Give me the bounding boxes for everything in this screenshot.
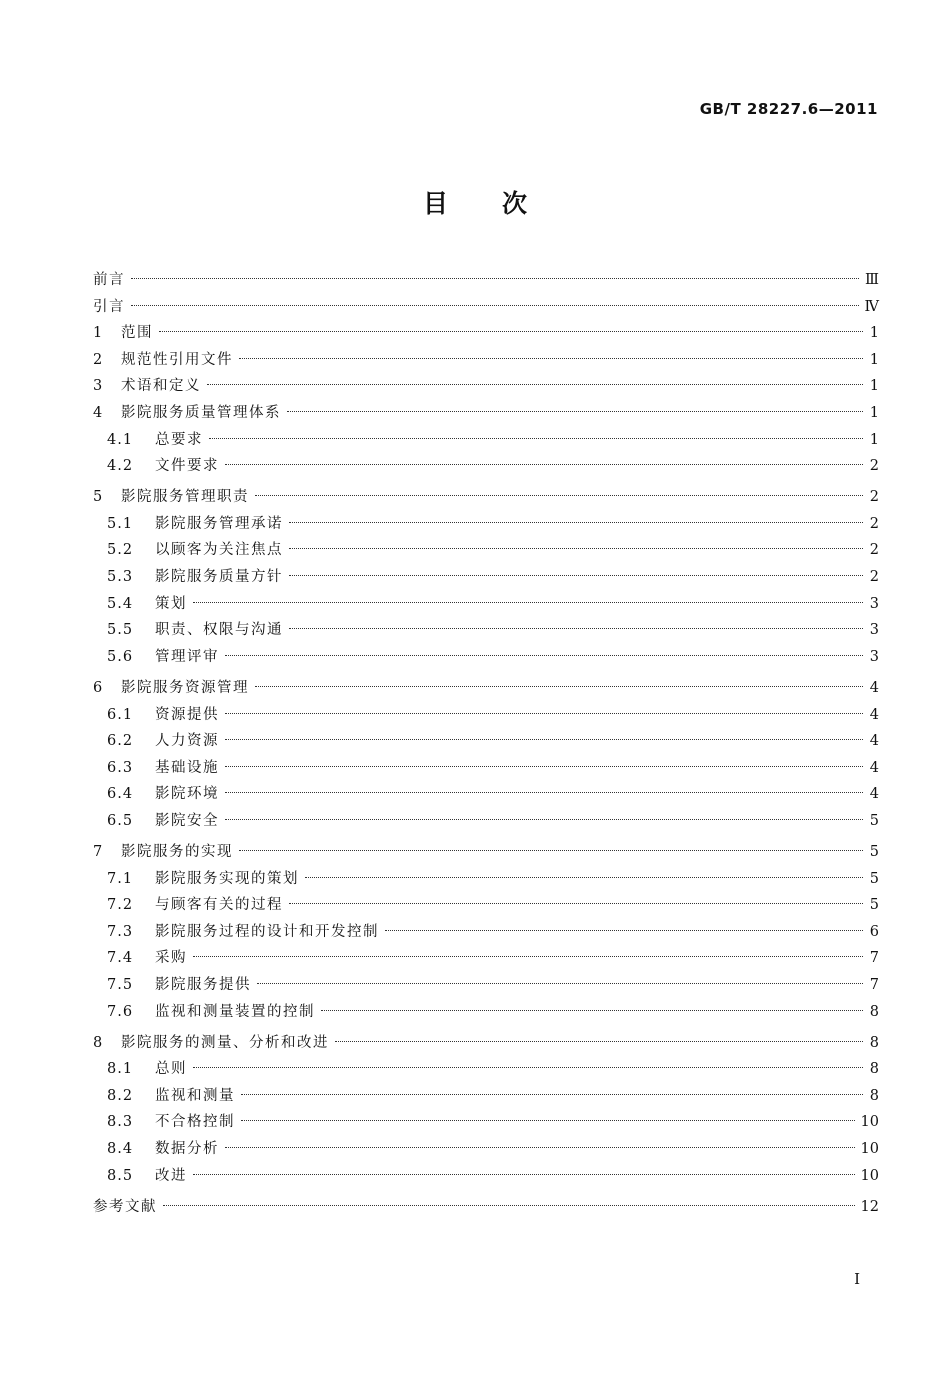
toc-entry-label: 人力资源 xyxy=(155,733,219,750)
toc-entry-number: 8.5 xyxy=(107,1167,134,1184)
toc-entry-number: 5.2 xyxy=(107,542,134,559)
toc-entry-number: 5.4 xyxy=(107,595,134,612)
toc-entry-number: 5 xyxy=(93,489,103,506)
toc-subsection-entry[interactable] xyxy=(93,728,879,755)
toc-entry-number: 7.5 xyxy=(107,976,134,993)
toc-dot-leader xyxy=(255,686,863,687)
toc-entry-page: 8 xyxy=(869,1034,879,1051)
toc-entry-number: 8 xyxy=(93,1034,103,1051)
toc-dot-leader xyxy=(225,792,863,793)
toc-subsection-entry[interactable] xyxy=(93,919,879,946)
toc-entry-label: 参考文献 xyxy=(93,1198,157,1215)
toc-subsection-entry[interactable] xyxy=(93,1136,879,1163)
toc-entry-label: 监视和测量装置的控制 xyxy=(155,1003,315,1020)
toc-entry-page: 4 xyxy=(869,679,879,696)
toc-dot-leader xyxy=(239,358,863,359)
toc-entry-label: 职责、权限与沟通 xyxy=(155,622,283,639)
toc-dot-leader xyxy=(335,1041,863,1042)
toc-entry-number: 7.4 xyxy=(107,950,134,967)
toc-entry-page: 4 xyxy=(869,759,879,776)
toc-dot-leader xyxy=(131,305,859,306)
toc-dot-leader xyxy=(289,548,863,549)
toc-entry-page: 4 xyxy=(869,706,879,723)
toc-entry-label: 范围 xyxy=(121,325,153,342)
toc-entry-label: 管理评审 xyxy=(155,648,219,665)
toc-subsection-entry[interactable] xyxy=(93,1163,879,1190)
toc-subsection-entry[interactable] xyxy=(93,781,879,808)
toc-subsection-entry[interactable] xyxy=(93,644,879,671)
toc-section-entry[interactable] xyxy=(93,839,879,866)
toc-entry-page: 3 xyxy=(869,595,879,612)
toc-entry-number: 7.6 xyxy=(107,1003,134,1020)
toc-entry-label: 监视和测量 xyxy=(155,1087,235,1104)
toc-subsection-entry[interactable] xyxy=(93,617,879,644)
toc-subsection-entry[interactable] xyxy=(93,1056,879,1083)
toc-section-entry[interactable] xyxy=(93,267,879,294)
toc-dot-leader xyxy=(225,819,863,820)
toc-entry-number: 6 xyxy=(93,679,103,696)
toc-entry-label: 影院安全 xyxy=(155,812,219,829)
toc-entry-label: 以顾客为关注焦点 xyxy=(155,542,283,559)
toc-dot-leader xyxy=(159,331,863,332)
toc-entry-label: 影院服务实现的策划 xyxy=(155,870,299,887)
toc-entry-number: 6.2 xyxy=(107,733,134,750)
toc-subsection-entry[interactable] xyxy=(93,564,879,591)
toc-subsection-entry[interactable] xyxy=(93,866,879,893)
toc-subsection-entry[interactable] xyxy=(93,453,879,480)
toc-entry-page: 1 xyxy=(869,378,879,395)
standard-number: GB/T 28227.6—2011 xyxy=(699,100,878,118)
toc-section-entry[interactable] xyxy=(93,347,879,374)
toc-dot-leader xyxy=(207,384,863,385)
toc-dot-leader xyxy=(289,575,863,576)
toc-entry-number: 6.1 xyxy=(107,706,134,723)
toc-entry-page: 5 xyxy=(869,870,879,887)
toc-entry-page: 2 xyxy=(869,489,879,506)
toc-entry-page: 5 xyxy=(869,812,879,829)
toc-dot-leader xyxy=(163,1205,855,1206)
toc-entry-label: 总要求 xyxy=(155,431,203,448)
toc-section-entry[interactable] xyxy=(93,1194,879,1221)
toc-subsection-entry[interactable] xyxy=(93,892,879,919)
page-folio: I xyxy=(854,1270,860,1288)
toc-dot-leader xyxy=(385,930,863,931)
toc-section-entry[interactable] xyxy=(93,675,879,702)
toc-dot-leader xyxy=(225,1147,855,1148)
toc-entry-number: 4 xyxy=(93,404,103,421)
toc-subsection-entry[interactable] xyxy=(93,945,879,972)
toc-entry-label: 策划 xyxy=(155,595,187,612)
toc-dot-leader xyxy=(257,983,863,984)
toc-entry-page: 7 xyxy=(869,950,879,967)
toc-entry-label: 影院服务质量方针 xyxy=(155,569,283,586)
toc-dot-leader xyxy=(225,713,863,714)
toc-entry-label: 术语和定义 xyxy=(121,378,201,395)
toc-entry-page: Ⅲ xyxy=(865,272,879,288)
toc-entry-label: 影院环境 xyxy=(155,786,219,803)
toc-entry-number: 5.5 xyxy=(107,622,134,639)
toc-entry-label: 影院服务提供 xyxy=(155,976,251,993)
toc-entry-number: 6.4 xyxy=(107,786,134,803)
toc-entry-label: 文件要求 xyxy=(155,458,219,475)
toc-entry-number: 2 xyxy=(93,351,103,368)
toc-dot-leader xyxy=(193,956,863,957)
toc-entry-page: 8 xyxy=(869,1003,879,1020)
toc-entry-number: 5.6 xyxy=(107,648,134,665)
toc-entry-label: 影院服务管理职责 xyxy=(121,489,249,506)
toc-entry-page: 1 xyxy=(869,431,879,448)
toc-subsection-entry[interactable] xyxy=(93,808,879,835)
toc-entry-page: 4 xyxy=(869,733,879,750)
toc-entry-page: 1 xyxy=(869,325,879,342)
toc-entry-label: 采购 xyxy=(155,950,187,967)
toc-entry-page: 8 xyxy=(869,1061,879,1078)
toc-section-entry[interactable] xyxy=(93,1030,879,1057)
toc-dot-leader xyxy=(225,655,863,656)
toc-entry-page: 3 xyxy=(869,622,879,639)
toc-entry-page: 3 xyxy=(869,648,879,665)
toc-dot-leader xyxy=(321,1010,863,1011)
toc-entry-page: 1 xyxy=(869,351,879,368)
toc-entry-number: 7 xyxy=(93,843,103,860)
toc-subsection-entry[interactable] xyxy=(93,755,879,782)
toc-subsection-entry[interactable] xyxy=(93,999,879,1026)
toc-section-entry[interactable] xyxy=(93,400,879,427)
toc-entry-label: 规范性引用文件 xyxy=(121,351,233,368)
toc-entry-page: 10 xyxy=(860,1114,879,1131)
toc-subsection-entry[interactable] xyxy=(93,511,879,538)
page-title: 目次 xyxy=(422,189,581,218)
toc-dot-leader xyxy=(239,850,863,851)
toc-section-entry[interactable] xyxy=(93,373,879,400)
toc-entry-page: 12 xyxy=(860,1198,879,1215)
toc-subsection-entry[interactable] xyxy=(93,972,879,999)
toc-section-entry[interactable] xyxy=(93,294,879,321)
toc-entry-number: 4.1 xyxy=(107,431,134,448)
toc-entry-label: 数据分析 xyxy=(155,1141,219,1157)
toc-entry-label: 引言 xyxy=(93,298,125,315)
toc-dot-leader xyxy=(255,495,863,496)
toc-subsection-entry[interactable] xyxy=(93,1083,879,1110)
toc-entry-number: 6.3 xyxy=(107,759,134,776)
toc-dot-leader xyxy=(287,411,863,412)
toc-entry-label: 基础设施 xyxy=(155,759,219,776)
toc-entry-label: 与顾客有关的过程 xyxy=(155,897,283,914)
toc-entry-page: 7 xyxy=(869,976,879,993)
toc-entry-number: 8.4 xyxy=(107,1141,134,1157)
toc-entry-number: 7.2 xyxy=(107,897,134,914)
toc-entry-label: 影院服务过程的设计和开发控制 xyxy=(155,923,379,940)
toc-entry-number: 8.2 xyxy=(107,1087,134,1104)
toc-entry-label: 影院服务资源管理 xyxy=(121,679,249,696)
toc-entry-number: 3 xyxy=(93,378,103,395)
toc-entry-page: 5 xyxy=(869,843,879,860)
toc-entry-page: 10 xyxy=(860,1167,879,1184)
toc-entry-label: 前言 xyxy=(93,272,125,288)
toc-dot-leader xyxy=(241,1094,863,1095)
toc-dot-leader xyxy=(131,278,859,279)
toc-entry-page: 2 xyxy=(869,458,879,475)
toc-dot-leader xyxy=(209,438,863,439)
toc-dot-leader xyxy=(193,602,863,603)
toc-dot-leader xyxy=(225,766,863,767)
toc-subsection-entry[interactable] xyxy=(93,1109,879,1136)
toc-entry-number: 7.1 xyxy=(107,870,134,887)
toc-subsection-entry[interactable] xyxy=(93,537,879,564)
toc-entry-label: 影院服务质量管理体系 xyxy=(121,404,281,421)
toc-entry-label: 不合格控制 xyxy=(155,1114,235,1131)
table-of-contents xyxy=(93,267,879,1220)
toc-entry-label: 影院服务管理承诺 xyxy=(155,515,283,532)
toc-subsection-entry[interactable] xyxy=(93,702,879,729)
toc-dot-leader xyxy=(305,877,863,878)
toc-entry-label: 影院服务的测量、分析和改进 xyxy=(121,1034,329,1051)
toc-subsection-entry[interactable] xyxy=(93,591,879,618)
toc-dot-leader xyxy=(289,522,863,523)
toc-entry-page: 5 xyxy=(869,897,879,914)
toc-dot-leader xyxy=(225,739,863,740)
toc-entry-number: 5.1 xyxy=(107,515,134,532)
toc-entry-page: 2 xyxy=(869,515,879,532)
toc-entry-number: 8.3 xyxy=(107,1114,134,1131)
toc-entry-number: 5.3 xyxy=(107,569,134,586)
toc-dot-leader xyxy=(289,903,863,904)
toc-entry-number: 1 xyxy=(93,325,103,342)
toc-dot-leader xyxy=(225,464,863,465)
toc-dot-leader xyxy=(289,628,863,629)
toc-entry-label: 影院服务的实现 xyxy=(121,843,233,860)
toc-entry-page: 6 xyxy=(869,923,879,940)
toc-entry-number: 4.2 xyxy=(107,458,134,475)
toc-section-entry[interactable] xyxy=(93,320,879,347)
toc-dot-leader xyxy=(193,1067,863,1068)
toc-entry-page: Ⅳ xyxy=(864,298,879,315)
toc-subsection-entry[interactable] xyxy=(93,427,879,454)
toc-entry-label: 改进 xyxy=(155,1167,187,1184)
toc-entry-number: 8.1 xyxy=(107,1061,134,1078)
toc-entry-number: 7.3 xyxy=(107,923,134,940)
toc-entry-page: 2 xyxy=(869,569,879,586)
toc-entry-label: 总则 xyxy=(155,1061,187,1078)
toc-section-entry[interactable] xyxy=(93,484,879,511)
toc-entry-page: 8 xyxy=(869,1087,879,1104)
toc-entry-page: 2 xyxy=(869,542,879,559)
toc-entry-page: 1 xyxy=(869,404,879,421)
toc-entry-label: 资源提供 xyxy=(155,706,219,723)
toc-entry-page: 10 xyxy=(860,1141,879,1157)
toc-dot-leader xyxy=(241,1120,855,1121)
toc-entry-number: 6.5 xyxy=(107,812,134,829)
toc-entry-page: 4 xyxy=(869,786,879,803)
toc-dot-leader xyxy=(193,1174,855,1175)
